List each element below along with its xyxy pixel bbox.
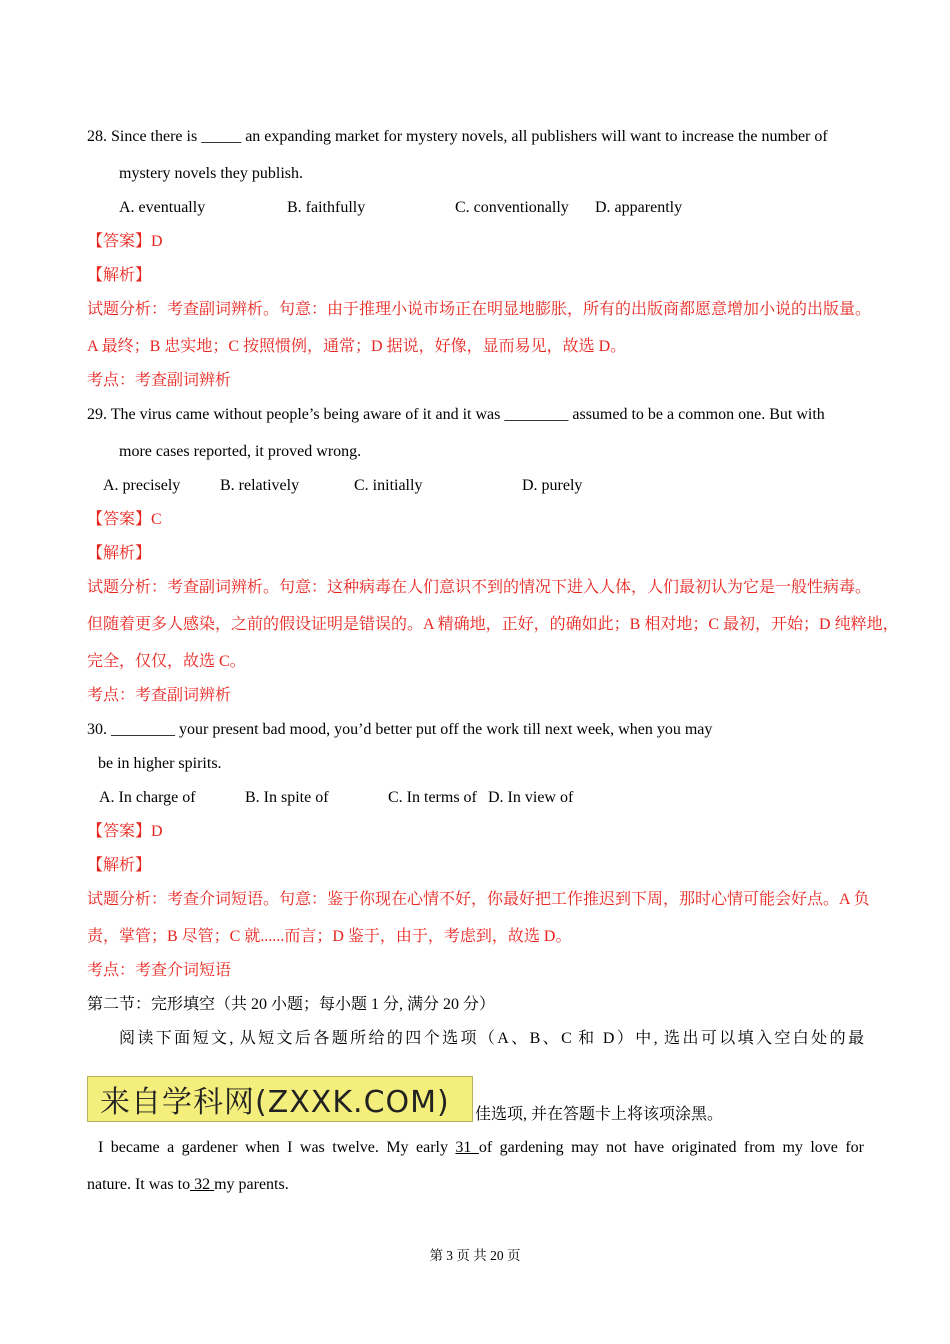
q28-stem-line2: mystery novels they publish.: [119, 165, 303, 182]
q30-option-b: B. In spite of: [245, 789, 329, 806]
q28-analysis-line2: A 最终；B 忠实地；C 按照惯例，通常；D 据说，好像，显而易见，故选 D。: [87, 338, 627, 355]
q30-stem-line1: [87, 720, 712, 740]
q30-option-d: D. In view of: [488, 789, 574, 806]
q28-option-a: A. eventually: [119, 199, 206, 216]
q28-option-c: C. conventionally: [455, 199, 569, 216]
q30-number: 30.: [87, 721, 111, 738]
q29-option-c: C. initially: [354, 477, 423, 494]
q29-point: 考点：考查副词辨析: [87, 687, 232, 704]
q29-analysis-line1: 试题分析：考查副词辨析。句意：这种病毒在人们意识不到的情况下进入人体，人们最初认为它是一般性病毒。: [87, 579, 872, 596]
passage-line2: [87, 1175, 289, 1195]
blank-32: 32: [190, 1176, 215, 1193]
q30-option-a: A. In charge of: [99, 789, 196, 806]
q28-option-d: D. apparently: [595, 199, 683, 216]
passage-line1: [98, 1138, 864, 1158]
section-instructions-line2: 佳选项, 并在答题卡上将该项涂黑。: [475, 1106, 724, 1123]
q28-analysis-line1: 试题分析：考查副词辨析。句意：由于推理小说市场正在明显地膨胀，所有的出版商都愿意增加小说的出版量。: [87, 301, 872, 318]
q29-stem-line2: more cases reported, it proved wrong.: [119, 443, 362, 460]
q30-answer: 【答案】D: [87, 823, 163, 840]
q30-analysis-line2: 责，掌管；B 尽管；C 就......而言；D 鉴于，由于，考虑到，故选 D。: [87, 928, 572, 945]
q28-point: 考点：考查副词辨析: [87, 372, 232, 389]
q29-option-d: D. purely: [522, 477, 583, 494]
page-footer: 第 3 页 共 20 页: [429, 1248, 521, 1263]
q29-answer: 【答案】C: [87, 511, 162, 528]
section-instructions-line1: 阅读下面短文, 从短文后各题所给的四个选项（A、B、C 和 D）中, 选出可以填入空白处的最: [119, 1030, 864, 1047]
passage-text: of gardening may not have originated from my love for: [478, 1139, 864, 1156]
q28-analysis-label: 【解析】: [87, 267, 152, 284]
q29-option-b: B. relatively: [220, 477, 300, 494]
q30-stem-rest: your present bad mood, you’d better put off the work till next week, when you may: [175, 721, 713, 738]
q30-analysis-line1: 试题分析：考查介词短语。句意：鉴于你现在心情不好，你最好把工作推迟到下周，那时心情可能会好点。A 负: [87, 891, 870, 908]
section-title: 第二节：完形填空（共 20 小题；每小题 1 分, 满分 20 分）: [87, 996, 496, 1013]
passage-text: nature. It was to: [87, 1176, 191, 1193]
passage-text: I became a gardener when I was twelve. My early: [98, 1139, 456, 1156]
blank-31: 31: [455, 1139, 479, 1156]
passage-text: my parents.: [214, 1176, 289, 1193]
q29-stem-line1: 29. The virus came without people’s being aware of it and it was ________ assumed to be a common one. But with: [87, 406, 825, 423]
q28-answer: 【答案】D: [87, 233, 163, 250]
q29-analysis-line2: 但随着更多人感染，之前的假设证明是错误的。A 精确地，正好，的确如此；B 相对地；C 最初，开始；D 纯粹地，: [87, 616, 899, 633]
q28-stem-line1: 28. Since there is _____ an expanding market for mystery novels, all publishers will want to increase the number of: [87, 128, 828, 145]
q30-analysis-label: 【解析】: [87, 857, 152, 874]
q30-stem-line2: be in higher spirits.: [98, 755, 222, 772]
q30-option-c: C. In terms of: [388, 789, 477, 806]
q30-point: 考点：考查介词短语: [87, 962, 232, 979]
q29-option-a: A. precisely: [103, 477, 181, 494]
q29-analysis-label: 【解析】: [87, 545, 152, 562]
q30-blank: ________: [111, 721, 175, 738]
q28-option-b: B. faithfully: [287, 199, 366, 216]
watermark-logo: 来自学科网(ZXXK.COM): [87, 1076, 473, 1122]
q29-analysis-line3: 完全，仅仅，故选 C。: [87, 653, 246, 670]
